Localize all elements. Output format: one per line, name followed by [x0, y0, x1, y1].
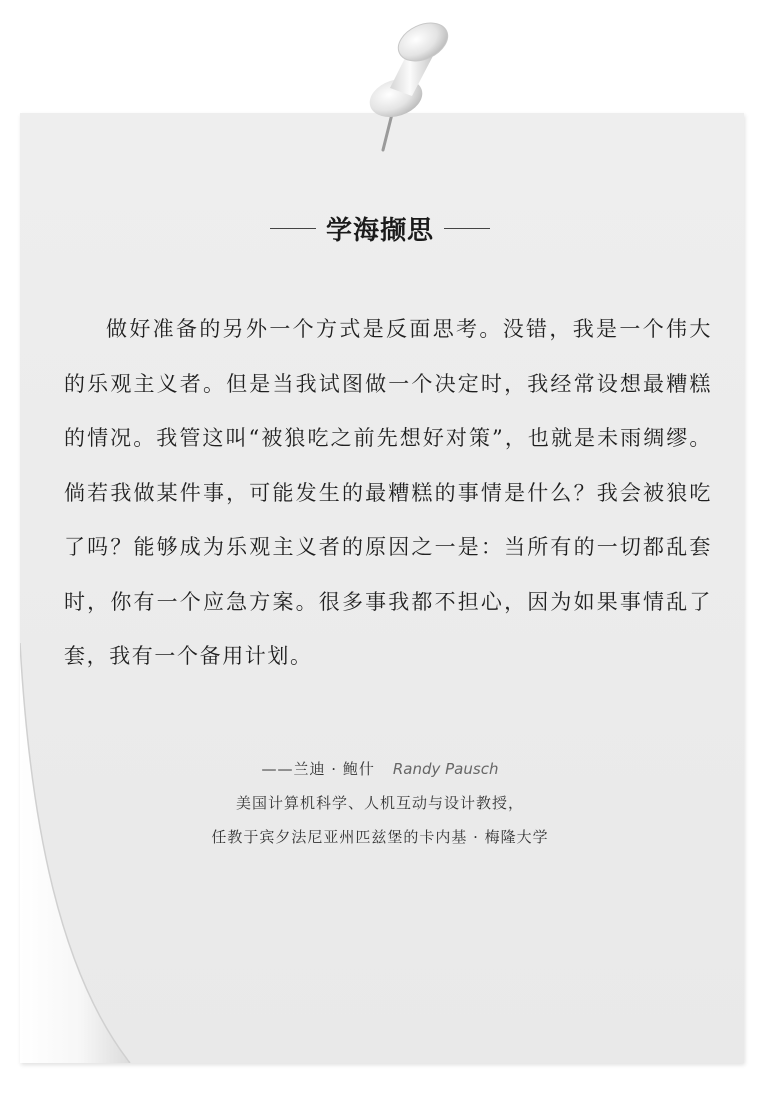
author-name-cn: ——兰迪 · 鲍什 [261, 760, 375, 778]
attribution [0, 752, 760, 854]
title-divider-left [270, 228, 316, 229]
author-affiliation: 任教于宾夕法尼亚州匹兹堡的卡内基 · 梅隆大学 [211, 828, 549, 846]
push-pin-icon [350, 10, 460, 155]
title-divider-right [444, 228, 490, 229]
heading-row [0, 210, 760, 247]
quote-paragraph: 做好准备的另外一个方式是反面思考。没错，我是一个伟大的乐观主义者。但是当我试图做一个决定时，我经常设想最糟糕的情况。我管这叫“被狼吃之前先想好对策”，也就是未雨绸缪。倘若我做某件事，可能发生的最糟糕的事情是什么？我会被狼吃了吗？能够成为乐观主义者的原因之一是：当所有的一切都乱套时，你有一个应急方案。很多事我都不担心，因为如果事情乱了套，我有一个备用计划。 [64, 317, 712, 668]
author-name-en: Randy Pausch [392, 760, 499, 778]
page-title: 学海撷思 [325, 216, 434, 246]
author-title: 美国计算机科学、人机互动与设计教授， [235, 794, 524, 812]
author-line [0, 752, 760, 786]
